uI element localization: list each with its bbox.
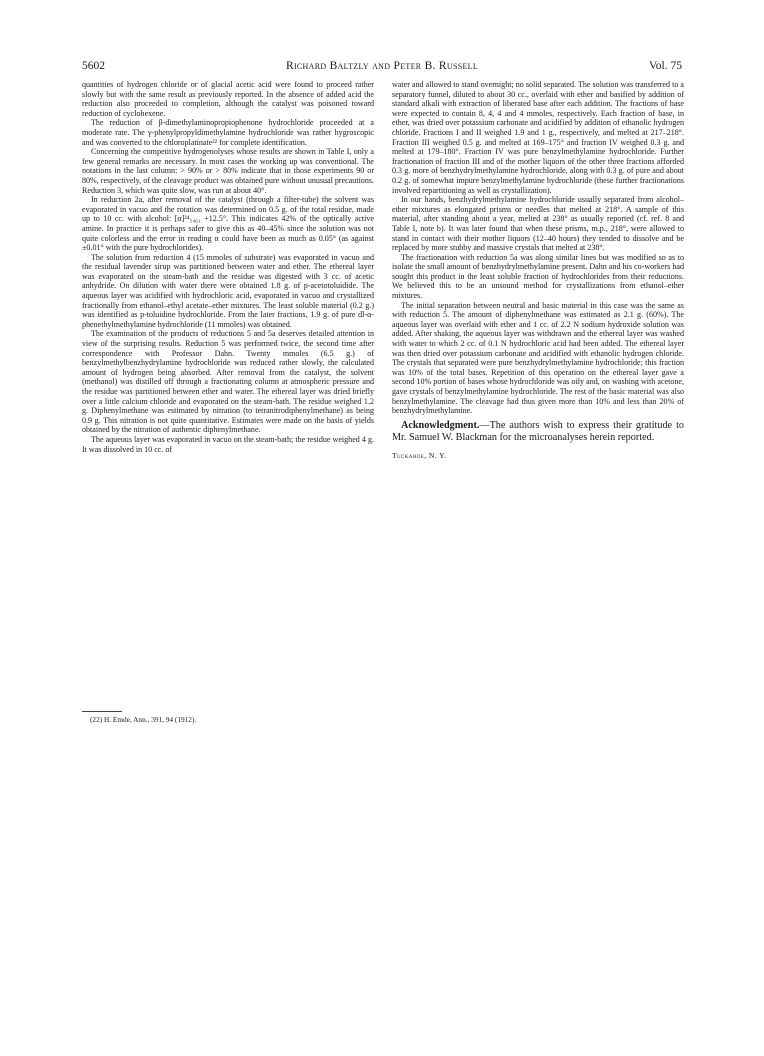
paragraph: The fractionation with reduction 5a was along similar lines but was modified so as to isolate the small amount of benzhydrylmethylamine present. Dahn and his co-workers had sought this product in the least soluble fraction of hydrochlorides from their reductions. We believed this to be an unsound method for crystallizations from ethanol–ether mixtures.: [392, 252, 684, 301]
paragraph: In reduction 2a, after removal of the catalyst (through a filter-tube) the solvent was evaporated in vacuo and the rotation was determined on 0.5 g. of the total residue, made up to 10 cc. with alcohol: [α]²⁴₅₄₆₁ +12.5°. This indicates 42% of the optically active amine. In practice it is perhaps safer to give this as 40–45% since the solution was not quite colorless and the error in reading α could have been as much as 0.05° (as against ±0.01° with the pure hydrochlorides).: [82, 195, 374, 253]
acknowledgment-text: —The authors wish to express their gratitude to Mr. Samuel W. Blackman for the microanalyses herein reported.: [392, 419, 684, 443]
footnote-rule: [82, 711, 122, 712]
volume-label: Vol. 75: [648, 60, 682, 72]
acknowledgment: [392, 420, 684, 444]
right-column: [392, 80, 684, 460]
running-header: [82, 60, 682, 74]
paragraph: The examination of the products of reductions 5 and 5a deserves detailed attention in view of the surprising results. Reduction 5 was performed twice, the second time after correspondence with Professor Dahn. Twenty mmoles (6.5 g.) of benzylmethylbenzhydrylamine hydrochloride was reduced rather slowly, the calculated amount of hydrogen being absorbed. After removal from the catalyst, the solvent (methanol) was distilled off through a fractionating column at atmospheric pressure and the residue was partitioned between ether and water. The ethereal layer was dried briefly over a little calcium chloride and evaporated on the steam-bath. The residue weighed 1.2 g. Diphenylmethane was estimated by nitration (to tetranitrodiphenylmethane) as being 0.9 g. This nitration is not quite quantitative. Estimates were made on the basis of yields obtained by the nitration of authentic diphenylmethane.: [82, 329, 374, 435]
acknowledgment-heading: Acknowledgment.: [401, 419, 480, 431]
author-location: Tuckahoe, N. Y.: [392, 450, 447, 460]
paragraph: The solution from reduction 4 (15 mmoles of substrate) was evaporated in vacuo and the residual lavender sirup was partitioned between water and ether. The ethereal layer was evaporated on the steam-bath and the residue was digested with 3 cc. of acetic anhydride. On dilution with water there were obtained 1.8 g. of p-acetotoluidide. The aqueous layer was acidified with hydrochloric acid, evaporated in vacuo and crystallized fractionally from ethanol–ethyl acetate–ether mixtures. The least soluble material (0.2 g.) was identified as p-toluidine hydrochloride. From the later fractions, 1.9 g. of pure dl-α-phenethylmethylamine hydrochloride (11 mmoles) was obtained.: [82, 252, 374, 329]
footnote: (22) H. Emde, Ann., 391, 94 (1912).: [90, 715, 197, 724]
left-column: [82, 80, 374, 454]
paragraph: The reduction of β-dimethylaminopropiophenone hydrochloride proceeded at a moderate rate. The γ-phenylpropyldimethylamine hydrochloride was rather hygroscopic and was converted to the chloroplatinate²² for complete identification.: [82, 118, 374, 147]
running-head-authors: Richard Baltzly and Peter B. Russell: [285, 60, 479, 72]
page-number: 5602: [82, 60, 105, 72]
paragraph: The initial separation between neutral and basic material in this case was the same as with reduction 5. The amount of diphenylmethane was estimated as 2.1 g. (60%). The aqueous layer was overlaid with ether and 1 cc. of 2.2 N sodium hydroxide solution was added. After shaking, the aqueous layer was withdrawn and the ethereal layer was washed with water to which 2 cc. of 0.1 N hydrochloric acid had been added. The ethereal layer was then dried over potassium carbonate and acidified with ethanolic hydrogen chloride. The crystals that separated were pure benzhydrylmethylamine hydrochloride; this fraction was 10% of the total bases. Repetition of this operation on the ethereal layer gave a second 10% portion of bases whose hydrochloride was oily and, on washing with acetone, gave crystals of benzylmethylamine hydrochloride. The rest of the basic material was also benzylmethylamine. The cleavage had thus given more than 10% and less than 20% of benzhydrylmethylamine.: [392, 300, 684, 416]
paragraph: In our hands, benzhydrylmethylamine hydrochloride usually separated from alcohol–ether mixtures as elongated prisms or needles that melted at 218°. A sample of this material, after standing about a year, melted at 238° as usually reported (cf. ref. 8 and Table I, note b). It was later found that when these prisms, m.p., 218°, were allowed to stand in contact with their mother liquors (12–40 hours) they tended to dissolve and be replaced by more stubby and massive crystals that melted at 238°.: [392, 195, 684, 253]
paragraph: water and allowed to stand overnight; no solid separated. The solution was transferred to a separatory funnel, diluted to about 30 cc., overlaid with ether and basified by addition of standard alkali with extraction of liberated base after each addition. The fractions of base were expected to contain 8, 4, 4 and 4 mmoles, respectively. Each fraction of base, in ether, was dried over potassium carbonate and acidified by addition of ethanolic hydrogen chloride. Fractions I and II weighed 1.9 and 1 g., respectively, and melted at 217–218°. Fraction III weighed 0.5 g. and melted at 169–175° and fraction IV weighed 0.3 g. and melted at 179–180°. Fraction IV was pure benzylmethylamine hydrochloride. Further fractionation of fraction III and of the mother liquors of the other three fractions afforded 0.3 g. more of benzhydrylmethylamine hydrochloride, along with 0.3 g. of pure and about 0.2 g. of somewhat impure benzylmethylamine hydrochloride (these further fractionations involved repartitioning as well as crystallization).: [392, 80, 684, 195]
paragraph: The aqueous layer was evaporated in vacuo on the steam-bath; the residue weighed 4 g. It was dissolved in 10 cc. of: [82, 434, 374, 454]
paragraph: Concerning the competitive hydrogenolyses whose results are shown in Table I, only a few general remarks are necessary. In most cases the working up was conventional. The notations in the last column: > 90% or > 80% indicate that in those experiments 90 or 80%, respectively, of the cleavage product was obtained pure without unusual precautions. Reduction 3, which was quite slow, was run at about 40°.: [82, 147, 374, 195]
paragraph: quantities of hydrogen chloride or of glacial acetic acid were found to proceed rather slowly but with the same result as previously reported. In the absence of added acid the reduction also proceeded to completion, although the catalyst was poisoned toward reduction of cyclohexene.: [82, 80, 374, 118]
